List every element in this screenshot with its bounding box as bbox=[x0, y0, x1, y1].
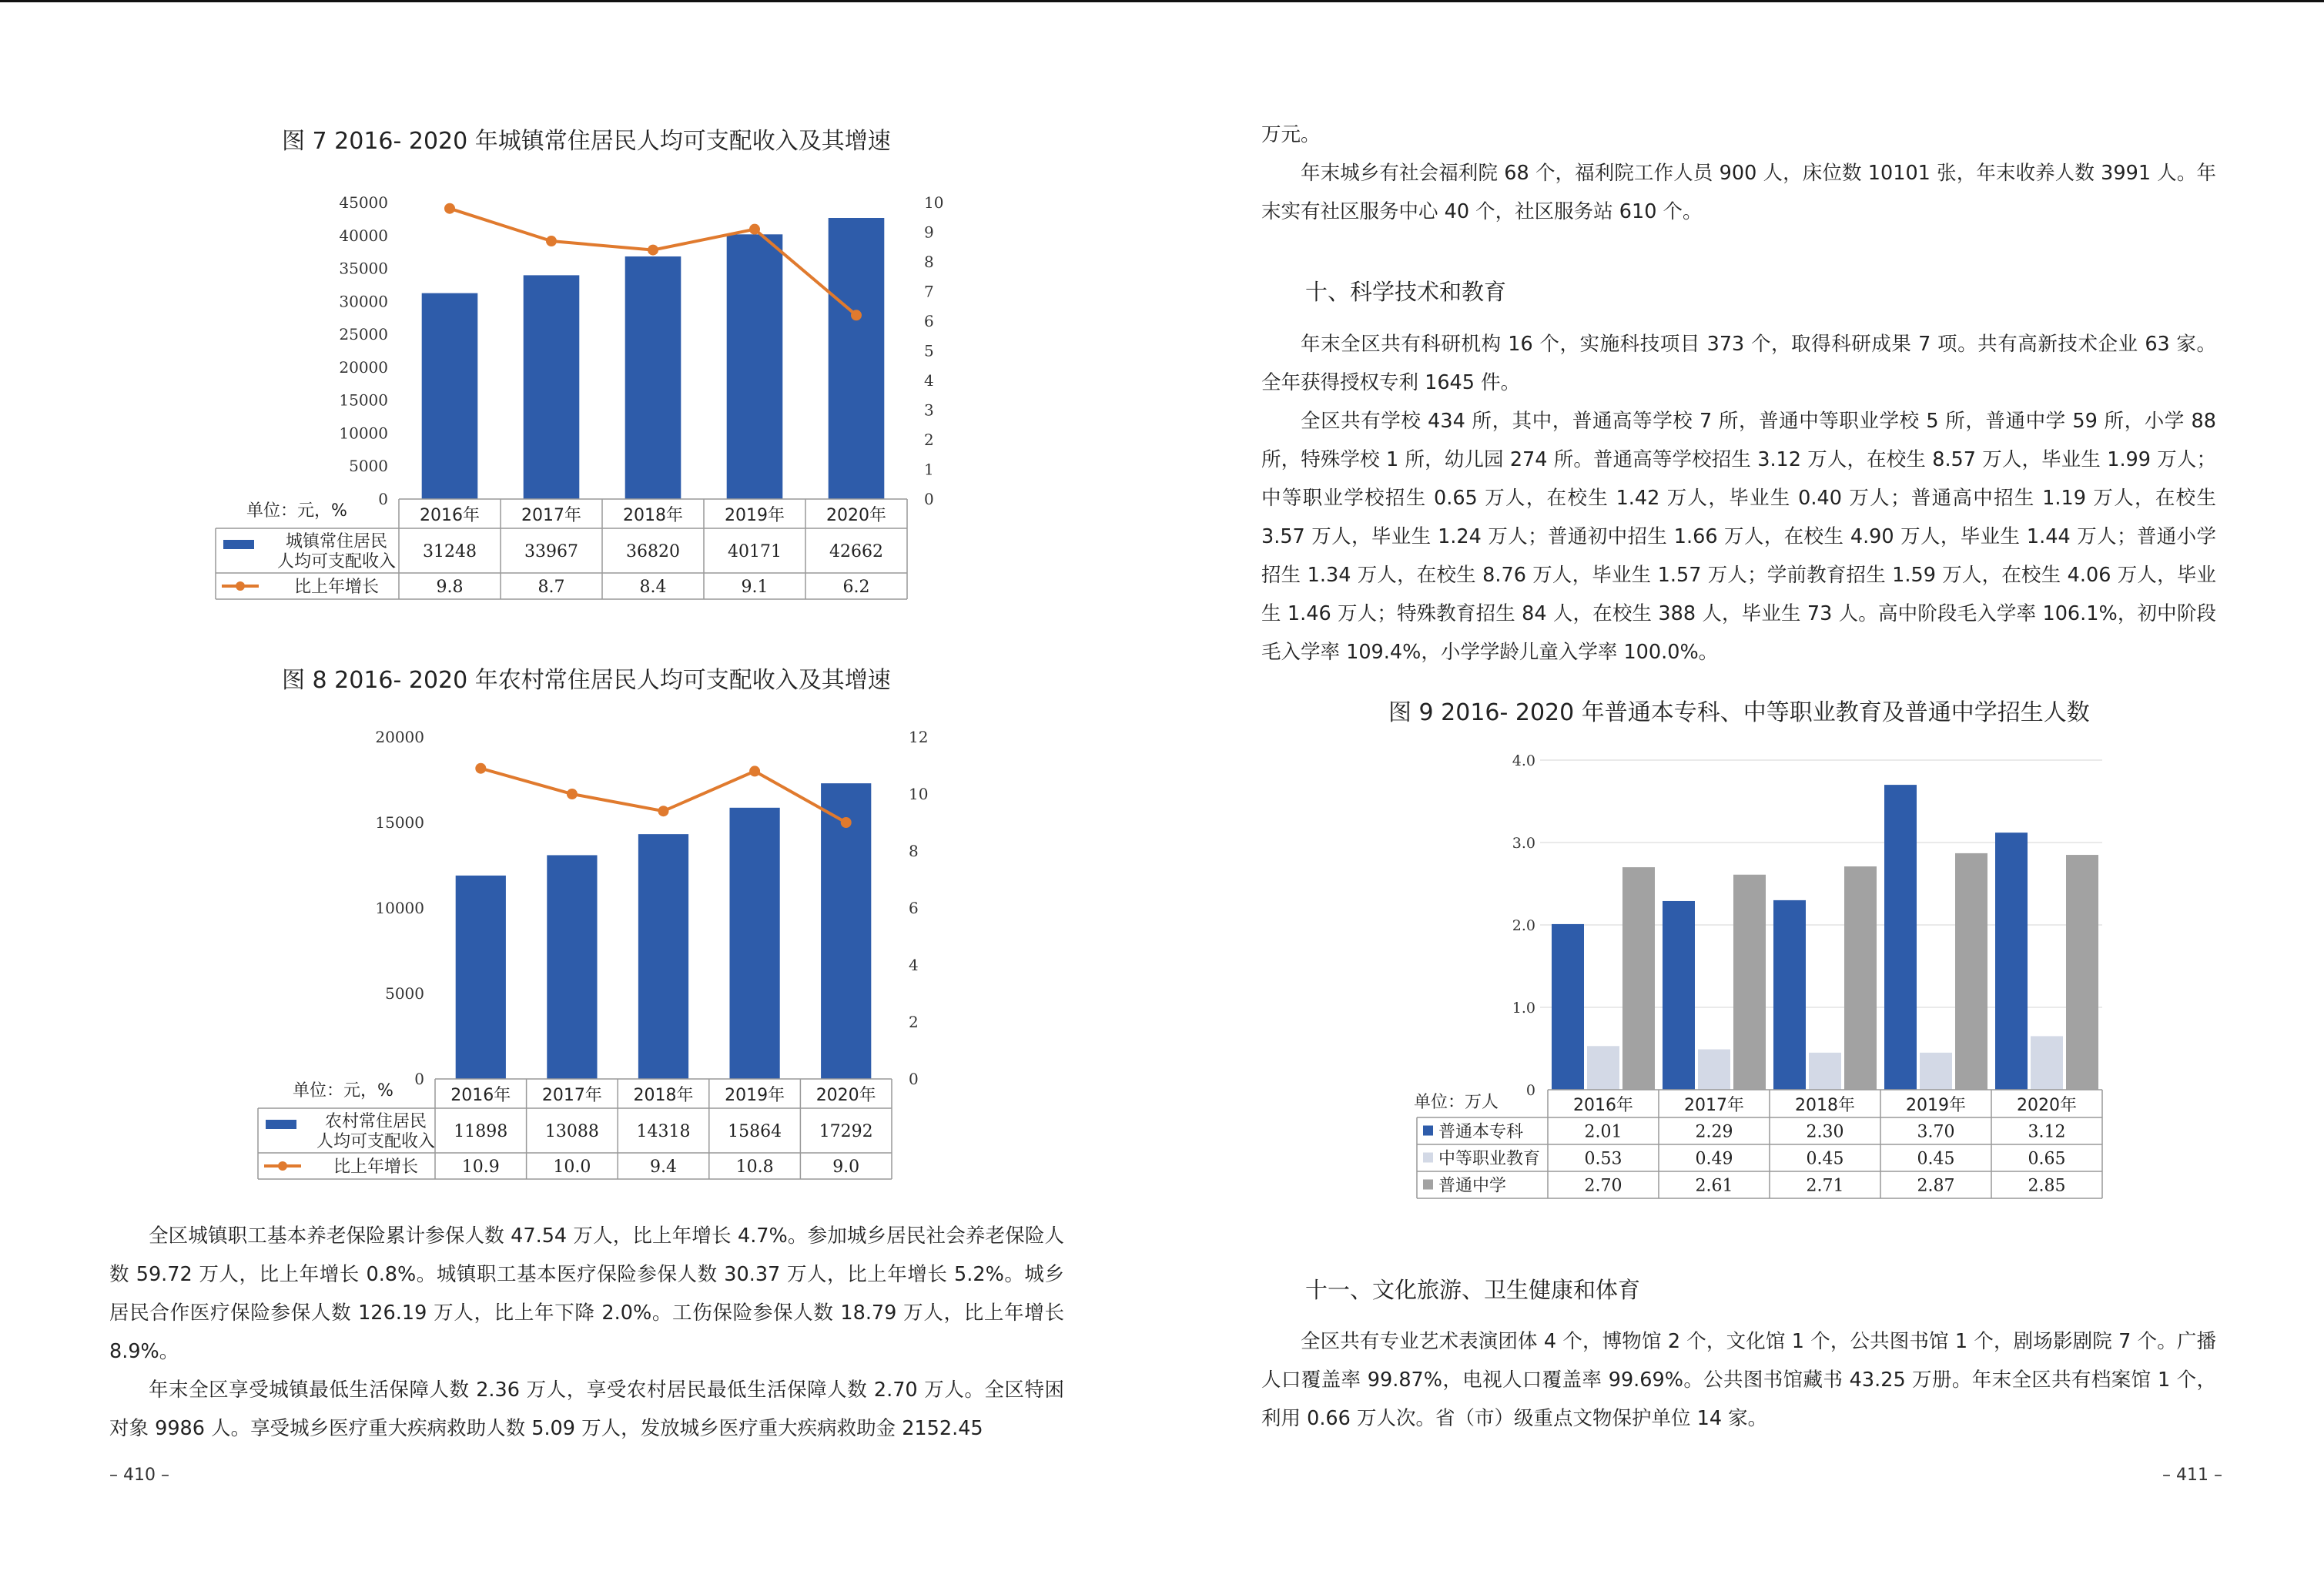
table-cell-value: 3.12 bbox=[2028, 1122, 2066, 1142]
section-heading-science: 十、科学技术和教育 bbox=[1305, 279, 1507, 305]
unit-label: 单位：万人 bbox=[1414, 1093, 1499, 1112]
category-label: 2016年 bbox=[1573, 1096, 1633, 1115]
bar-普通本专科-2016年 bbox=[1552, 924, 1584, 1090]
table-cell-value: 2.30 bbox=[1806, 1122, 1844, 1142]
figure-8-chart bbox=[177, 720, 929, 1190]
table-cell-value: 0.45 bbox=[1917, 1149, 1955, 1169]
table-cell-value: 0.49 bbox=[1695, 1149, 1733, 1169]
category-label: 2019年 bbox=[725, 506, 785, 525]
y-tick-right: 2 bbox=[924, 431, 934, 449]
category-label: 2019年 bbox=[725, 1086, 785, 1105]
y-tick-right: 3 bbox=[924, 400, 934, 420]
top-border bbox=[0, 0, 2324, 2]
bar-2017年 bbox=[524, 275, 580, 499]
welfare-paragraph: 年末城乡有社会福利院 68 个，福利院工作人员 900 人，床位数 10101 张，年末收养人数 3991 人。年末实有社区服务中心 40 个，社区服务站 610 个。 bbox=[1261, 162, 2216, 223]
category-label: 2018年 bbox=[633, 1086, 694, 1105]
y-tick-left: 20000 bbox=[339, 357, 388, 377]
page-number-right: – 411 – bbox=[2162, 1466, 2222, 1485]
figure-9-caption: 图 9 2016- 2020 年普通本专科、中等职业教育及普通中学招生人数 bbox=[1388, 699, 2090, 726]
table-cell-value: 11898 bbox=[454, 1122, 508, 1141]
figure-7-chart bbox=[185, 185, 944, 601]
table-cell-value: 10.8 bbox=[735, 1157, 774, 1177]
y-tick-left: 15000 bbox=[375, 813, 424, 832]
table-cell-value: 10.0 bbox=[553, 1157, 591, 1177]
y-tick: 3.0 bbox=[1512, 835, 1535, 852]
bar-普通中学-2017年 bbox=[1733, 875, 1766, 1090]
bar-普通中学-2019年 bbox=[1955, 853, 1987, 1090]
category-label: 2017年 bbox=[541, 1086, 602, 1105]
schools-paragraph: 全区共有学校 434 所，其中，普通高等学校 7 所，普通中等职业学校 5 所，普通中学 59 所，小学 88 所，特殊学校 1 所，幼儿园 274 所。普通高等学校招生 3.12 万人，在校生 8.57 万人，毕业生 1.99 万人；中等职业学校招生 0.65 万人，在校生 1.42 万人，毕业生 0.40 万人；普通高中招生 1.19 万人，在校生 3.57 万人，毕业生 1.24 万人；普通初中招生 1.66 万人，在校生 4.90 万人，毕业生 1.44 万人；普通小学招生 1.34 万人，在校生 8.76 万人，毕业生 1.57 万人；学前教育招生 1.59 万人，在校生 4.06 万人，毕业生 1.46 万人；特殊教育招生 84 人，在校生 388 人，毕业生 73 人。高中阶段毛入学率 106.1%，初中阶段毛入学率 109.4%，小学学龄儿童入学率 100.0%。 bbox=[1261, 410, 2216, 664]
science-paragraph: 年末全区共有科研机构 16 个，实施科技项目 373 个，取得科研成果 7 项。共有高新技术企业 63 家。全年获得授权专利 1645 件。 bbox=[1261, 333, 2216, 394]
bar-2016年 bbox=[456, 876, 506, 1079]
y-tick-right: 4 bbox=[909, 956, 919, 974]
y-tick-left: 5000 bbox=[349, 457, 388, 476]
y-tick-right: 8 bbox=[909, 842, 919, 860]
category-label: 2019年 bbox=[1906, 1096, 1966, 1115]
legend-key-point bbox=[278, 1161, 287, 1171]
table-cell-value: 3.70 bbox=[1917, 1122, 1955, 1142]
table-cell-value: 42662 bbox=[829, 542, 883, 561]
y-tick-right: 0 bbox=[924, 490, 934, 508]
bar-中等职业教育-2020年 bbox=[2031, 1036, 2063, 1090]
table-cell-value: 0.45 bbox=[1806, 1149, 1844, 1169]
bar-普通本专科-2017年 bbox=[1663, 901, 1695, 1090]
y-tick-left: 10000 bbox=[375, 899, 424, 917]
y-tick-left: 15000 bbox=[339, 390, 388, 410]
y-tick-right: 8 bbox=[924, 253, 934, 271]
figure-7-caption: 图 7 2016- 2020 年城镇常住居民人均可支配收入及其增速 bbox=[282, 128, 891, 155]
growth-point-2018年 bbox=[648, 245, 658, 256]
y-tick-left: 0 bbox=[414, 1070, 424, 1088]
bar-中等职业教育-2016年 bbox=[1587, 1046, 1619, 1090]
y-tick: 2.0 bbox=[1512, 917, 1535, 934]
y-tick-left: 30000 bbox=[339, 292, 388, 311]
bar-2018年 bbox=[625, 256, 681, 499]
growth-point-2016年 bbox=[475, 763, 486, 774]
section-heading-culture: 十一、文化旅游、卫生健康和体育 bbox=[1305, 1277, 1641, 1303]
subsistence-paragraph: 年末全区享受城镇最低生活保障人数 2.36 万人，享受农村居民最低生活保障人数 2.70 万人。全区特困对象 9986 人。享受城乡医疗重大疾病救助人数 5.09 万人，发放城乡医疗重大疾病救助金 2152.45 bbox=[109, 1379, 1064, 1440]
legend-key-普通本专科 bbox=[1423, 1126, 1433, 1136]
figure-8-caption: 图 8 2016- 2020 年农村常住居民人均可支配收入及其增速 bbox=[282, 667, 891, 694]
y-tick: 0 bbox=[1525, 1082, 1535, 1099]
table-cell-value: 31248 bbox=[423, 542, 477, 561]
bar-2016年 bbox=[422, 293, 478, 499]
bar-中等职业教育-2019年 bbox=[1920, 1053, 1952, 1090]
figure-9-chart bbox=[1401, 743, 2110, 1205]
bar-普通中学-2018年 bbox=[1844, 866, 1877, 1090]
table-cell-value: 0.53 bbox=[1584, 1149, 1622, 1169]
category-label: 2018年 bbox=[1795, 1096, 1855, 1115]
growth-point-2020年 bbox=[841, 817, 852, 828]
y-tick-right: 10 bbox=[924, 193, 944, 212]
y-tick-left: 25000 bbox=[339, 325, 388, 344]
y-tick-left: 45000 bbox=[339, 193, 388, 212]
y-tick-right: 4 bbox=[924, 371, 934, 390]
category-label: 2020年 bbox=[815, 1086, 876, 1105]
category-label: 2018年 bbox=[623, 506, 683, 525]
table-row-label: 城镇常住居民 bbox=[285, 532, 388, 551]
y-tick-left: 0 bbox=[378, 490, 388, 508]
table-cell-value: 2.85 bbox=[2028, 1176, 2066, 1196]
category-label: 2020年 bbox=[2017, 1096, 2077, 1115]
category-label: 2016年 bbox=[450, 1086, 511, 1105]
table-cell-value: 2.71 bbox=[1806, 1176, 1844, 1196]
y-tick-right: 1 bbox=[924, 460, 934, 479]
y-tick-left: 20000 bbox=[375, 728, 424, 746]
table-cell-value: 15864 bbox=[728, 1122, 782, 1141]
y-tick-right: 0 bbox=[909, 1070, 919, 1088]
table-cell-value: 2.61 bbox=[1695, 1176, 1733, 1196]
table-cell-value: 2.70 bbox=[1584, 1176, 1622, 1196]
left-body-text bbox=[109, 1217, 1064, 1448]
legend-key-中等职业教育 bbox=[1423, 1153, 1433, 1163]
table-cell-value: 6.2 bbox=[842, 578, 870, 597]
table-row-label: 人均可支配收入 bbox=[316, 1132, 436, 1151]
y-tick-right: 5 bbox=[924, 341, 934, 360]
y-tick-left: 35000 bbox=[339, 259, 388, 278]
y-tick-right: 9 bbox=[924, 223, 934, 242]
y-tick-right: 6 bbox=[924, 312, 934, 330]
page-number-left: – 410 – bbox=[109, 1466, 169, 1485]
y-tick-left: 40000 bbox=[339, 226, 388, 245]
table-cell-value: 2.01 bbox=[1584, 1122, 1622, 1142]
table-cell-value: 9.0 bbox=[832, 1157, 860, 1177]
insurance-paragraph: 全区城镇职工基本养老保险累计参保人数 47.54 万人，比上年增长 4.7%。参加城乡居民社会养老保险人数 59.72 万人，比上年增长 0.8%。城镇职工基本医疗保险参保人数 30.37 万人，比上年增长 5.2%。城乡居民合作医疗保险参保人数 126.19 万人，比上年下降 2.0%。工伤保险参保人数 18.79 万人，比上年增长 8.9%。 bbox=[109, 1225, 1064, 1363]
table-cell-value: 36820 bbox=[626, 542, 680, 561]
bar-2017年 bbox=[547, 855, 597, 1079]
table-cell-value: 10.9 bbox=[461, 1157, 500, 1177]
growth-point-2016年 bbox=[444, 203, 455, 214]
y-tick-left: 10000 bbox=[339, 424, 388, 443]
bar-中等职业教育-2018年 bbox=[1809, 1053, 1841, 1090]
table-row-label: 人均可支配收入 bbox=[276, 552, 397, 571]
table-row-label: 农村常住居民 bbox=[324, 1112, 427, 1131]
table-row-label: 比上年增长 bbox=[293, 578, 380, 597]
table-cell-value: 2.29 bbox=[1695, 1122, 1733, 1142]
culture-paragraph: 全区共有专业艺术表演团体 4 个，博物馆 2 个，文化馆 1 个，公共图书馆 1 个，剧场影剧院 7 个。广播人口覆盖率 99.87%，电视人口覆盖率 99.69%。公共图书馆藏书 43.25 万册。年末全区共有档案馆 1 个，利用 0.66 万人次。省（市）级重点文物保护单位 14 家。 bbox=[1261, 1330, 2216, 1430]
legend-key-bar bbox=[266, 1120, 296, 1129]
y-tick-left: 5000 bbox=[385, 984, 424, 1003]
right-science-text bbox=[1261, 325, 2216, 672]
growth-point-2018年 bbox=[658, 806, 669, 816]
table-cell-value: 40171 bbox=[728, 542, 782, 561]
category-label: 2016年 bbox=[420, 506, 480, 525]
bar-2019年 bbox=[727, 234, 783, 499]
category-label: 2020年 bbox=[826, 506, 886, 525]
table-cell-value: 14318 bbox=[636, 1122, 691, 1141]
bar-普通本专科-2019年 bbox=[1884, 785, 1917, 1090]
unit-label: 单位：元，% bbox=[246, 501, 347, 521]
growth-point-2017年 bbox=[567, 789, 578, 799]
table-cell-value: 33967 bbox=[524, 542, 578, 561]
bar-普通中学-2020年 bbox=[2066, 855, 2098, 1090]
category-label: 2017年 bbox=[1684, 1096, 1744, 1115]
table-cell-value: 0.65 bbox=[2028, 1149, 2066, 1169]
table-cell-value: 9.8 bbox=[436, 578, 464, 597]
legend-key-point bbox=[236, 581, 245, 591]
y-tick-right: 12 bbox=[909, 728, 929, 746]
table-row-label: 中等职业教育 bbox=[1438, 1149, 1541, 1169]
y-tick-right: 2 bbox=[909, 1013, 919, 1031]
growth-point-2019年 bbox=[749, 766, 760, 776]
table-cell-value: 9.4 bbox=[650, 1157, 677, 1177]
bar-普通中学-2016年 bbox=[1622, 867, 1655, 1090]
bar-2020年 bbox=[829, 218, 885, 499]
y-tick-right: 7 bbox=[924, 282, 934, 301]
legend-key-bar bbox=[223, 540, 254, 549]
y-tick-right: 6 bbox=[909, 899, 919, 917]
table-cell-value: 9.1 bbox=[741, 578, 769, 597]
growth-point-2020年 bbox=[851, 310, 862, 320]
growth-point-2017年 bbox=[546, 236, 557, 246]
table-row-label: 普通中学 bbox=[1438, 1176, 1507, 1196]
table-cell-value: 17292 bbox=[819, 1122, 873, 1141]
right-top-text bbox=[1261, 116, 2216, 231]
table-cell-value: 2.87 bbox=[1917, 1176, 1955, 1196]
y-tick: 1.0 bbox=[1512, 1000, 1535, 1017]
category-label: 2017年 bbox=[521, 506, 581, 525]
bar-2019年 bbox=[729, 808, 779, 1079]
unit-label: 单位：元，% bbox=[293, 1081, 393, 1101]
bar-中等职业教育-2017年 bbox=[1698, 1050, 1730, 1090]
table-cell-value: 8.7 bbox=[537, 578, 565, 597]
table-row-label: 普通本专科 bbox=[1438, 1122, 1524, 1142]
bar-2018年 bbox=[638, 834, 688, 1079]
table-cell-value: 13088 bbox=[544, 1122, 599, 1141]
table-cell-value: 8.4 bbox=[639, 578, 667, 597]
bar-普通本专科-2018年 bbox=[1773, 900, 1806, 1090]
continued-text: 万元。 bbox=[1261, 123, 1321, 146]
y-tick: 4.0 bbox=[1512, 752, 1535, 769]
y-tick-right: 10 bbox=[909, 785, 929, 803]
legend-key-普通中学 bbox=[1423, 1180, 1433, 1190]
right-culture-text bbox=[1261, 1322, 2216, 1438]
growth-point-2019年 bbox=[749, 224, 760, 235]
table-row-label: 比上年增长 bbox=[333, 1157, 419, 1177]
bar-普通本专科-2020年 bbox=[1995, 833, 2028, 1090]
